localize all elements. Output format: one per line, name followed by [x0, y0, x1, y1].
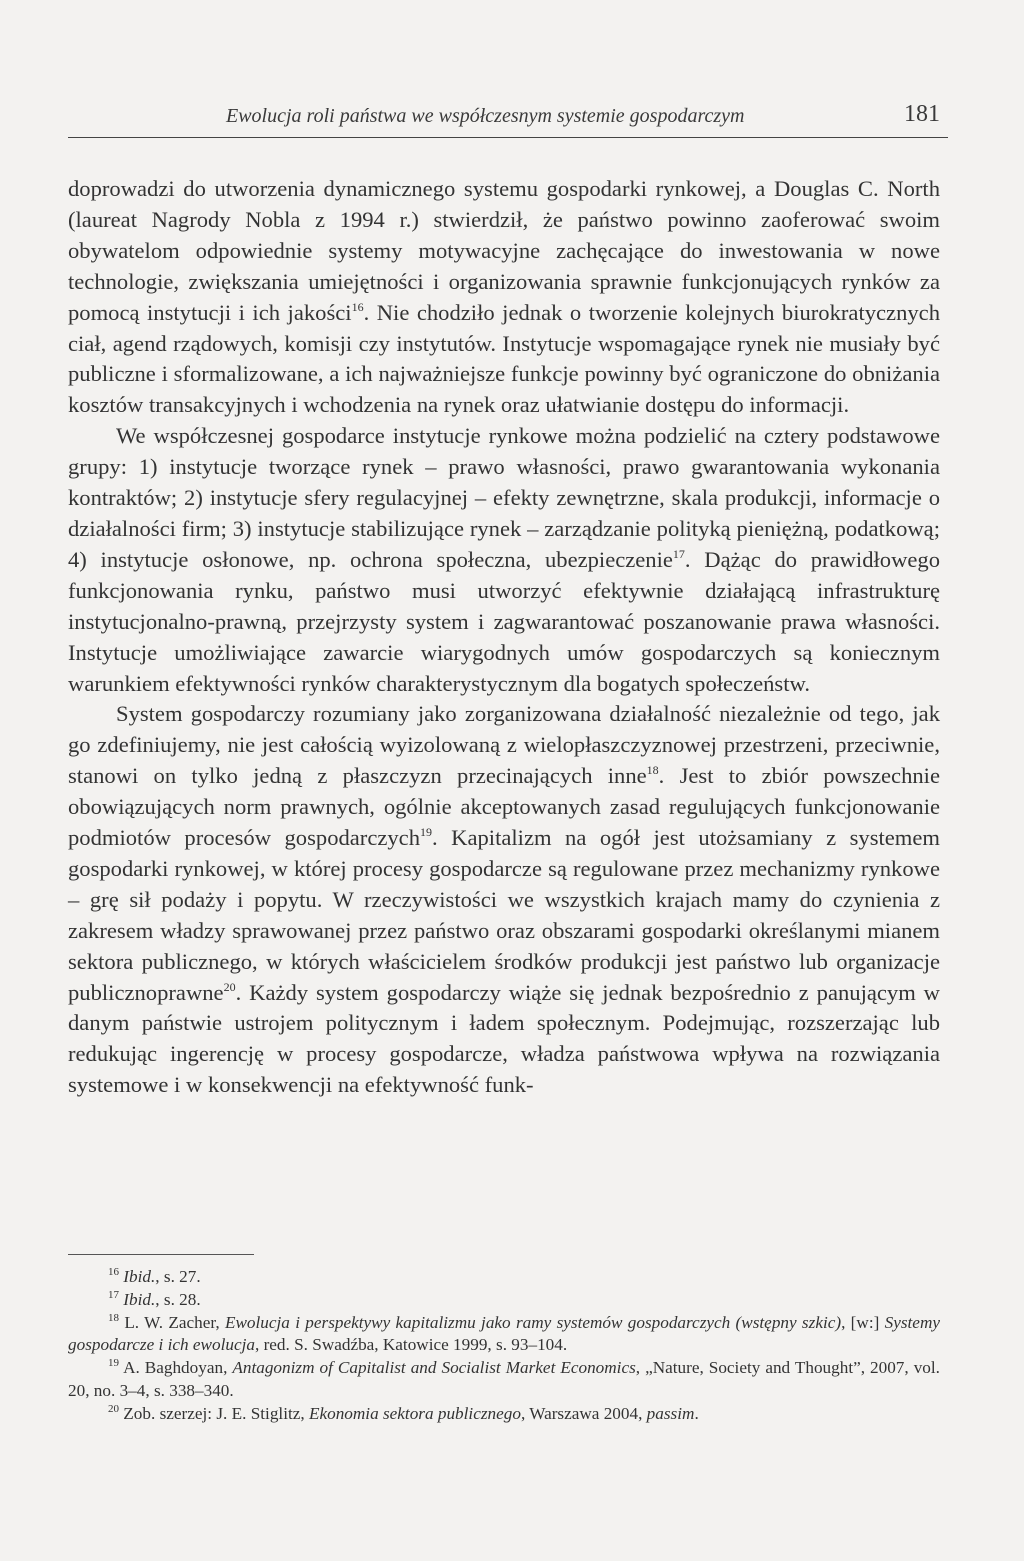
footnote-text: Zob. szerzej: J. E. Stiglitz, [123, 1403, 309, 1423]
footnote-number: 19 [108, 1357, 119, 1370]
footnote-italic: Ibid. [123, 1289, 156, 1309]
footnote-italic: Antagonizm of Capitalist and Socialist Market Economics [232, 1358, 636, 1378]
footnote-number: 20 [108, 1402, 119, 1415]
footnote-separator [68, 1254, 254, 1255]
footnote-number: 16 [108, 1266, 119, 1278]
footnote-number: 18 [108, 1311, 119, 1324]
footnote-text: . [694, 1403, 699, 1423]
paragraph-text: . Każdy system gospodarczy wiąże się jednak bezpośrednio z panującym w danym państwie ustrojem politycznym i ładem społecznym. Podejmując, rozszerzając lub redukując ingerencję w procesy gospodarcze, władza państwowa wpływa na rozwiązania systemowe i w konsekwencji na efektywność funk- [68, 979, 940, 1098]
paragraph-2 [68, 421, 940, 699]
footnote-text: , red. S. Swadźba, Katowice 1999, s. 93–104. [254, 1335, 568, 1355]
page-number: 181 [904, 101, 940, 127]
paragraph-text: System gospodarczy rozumiany jako zorganizowana działalność niezależnie od tego, jak go zdefiniujemy, nie jest całością wyizolowaną z wielopłaszczyznowej przestrzeni, przeciwnie, stanowi on tylko jedną z płaszczyzn przecinających inne [68, 701, 940, 789]
footnote-20 [68, 1403, 940, 1426]
running-head: Ewolucja roli państwa we współczesnym systemie gospodarczym [226, 105, 745, 127]
main-text [68, 174, 940, 1101]
footnotes [68, 1266, 940, 1426]
footnote-text: , s. 28. [155, 1289, 201, 1309]
paragraph-text: . Dążąc do prawidłowego funkcjonowania rynku, państwo musi utworzyć efektywnie działającą infrastrukturę instytucjonalno-prawną, przejrzysty system i zagwarantować poszanowanie prawa własności. Instytucje umożliwiające zawarcie wiarygodnych umów gospodarczych są koniecznym warunkiem efektywności rynków charakterystycznym dla bogatych społeczeństw. [68, 546, 941, 696]
paragraph-text: . Jest to zbiór powszechnie obowiązujących norm prawnych, ogólnie akceptowanych zasad regulujących funkcjonowanie podmiotów procesów gospodarczych [68, 763, 940, 851]
footnote-text: L. W. Zacher, [124, 1312, 225, 1332]
footnote-text: , Warszawa 2004, [520, 1403, 647, 1423]
footnote-italic: Ewolucja i perspektywy kapitalizmu jako ramy systemów gospodarczych (wstępny szkic) [224, 1312, 842, 1332]
footnote-ref-17[interactable]: 17 [672, 546, 685, 561]
footnote-ref-18[interactable]: 18 [646, 763, 659, 778]
page-header [68, 101, 948, 138]
footnote-18 [68, 1312, 940, 1358]
footnote-17 [68, 1289, 940, 1312]
footnote-italic: Ibid. [123, 1267, 156, 1286]
footnote-text: , „Nature, Society and Thought”, 2007, vol. 20, no. 3–4, s. 338–340. [68, 1358, 940, 1400]
paragraph-1 [68, 174, 940, 421]
footnote-number: 17 [108, 1288, 119, 1301]
footnote-19 [68, 1357, 940, 1403]
paragraph-text: . Nie chodziło jednak o tworzenie kolejnych biurokratycznych ciał, agend rządowych, komisji czy instytutów. Instytucje wspomagające rynek nie musiały być publiczne i sformalizowane, a ich najważniejsze funkcje powinny być ograniczone do obniżania kosztów transakcyjnych i wchodzenia na rynek oraz ułatwianie dostępu do informacji. [68, 299, 941, 418]
footnote-ref-16[interactable]: 16 [351, 299, 364, 314]
footnote-italic: passim [646, 1403, 695, 1423]
footnote-ref-20[interactable]: 20 [223, 979, 236, 994]
paragraph-text: We współczesnej gospodarce instytucje rynkowe można podzielić na cztery podstawowe grupy: 1) instytucje tworzące rynek – prawo własności, prawo gwarantowania wykonania kontraktów; 2) instytucje sfery regulacyjnej – efekty zewnętrzne, skala produkcji, informacje o działalności firm; 3) instytucje stabilizujące rynek – zarządzanie polityką pieniężną, podatkową; 4) instytucje osłonowe, np. ochrona społeczna, ubezpieczenie [68, 423, 940, 572]
footnote-italic: Ekonomia sektora publicznego [308, 1403, 521, 1423]
footnote-text: , [w:] [841, 1312, 885, 1332]
paragraph-text: . Kapitalizm na ogół jest utożsamiany z systemem gospodarki rynkowej, w której procesy gospodarcze są regulowane przez mechanizmy rynkowe – grę sił podaży i popytu. W rzeczywistości we wszystkich krajach mamy do czynienia z zakresem władzy sprawowanej przez państwo oraz obszarami gospodarki określanymi mianem sektora publicznego, w których właścicielem środków produkcji jest państwo lub organizacje publicznoprawne [68, 825, 940, 1005]
paragraph-3 [68, 699, 940, 1101]
footnote-text: , s. 27. [155, 1267, 201, 1286]
footnote-ref-19[interactable]: 19 [420, 825, 433, 840]
footnote-16 [68, 1266, 940, 1289]
footnote-italic: Systemy gospodarcze i ich ewolucja [68, 1312, 940, 1355]
paragraph-text: doprowadzi do utworzenia dynamicznego systemu gospodarki rynkowej, a Douglas C. North (laureat Nagrody Nobla z 1994 r.) stwierdził, że państwo powinno zaoferować swoim obywatelom odpowiednie systemy motywacyjne zachęcające do inwestowania w nowe technologie, zwiększania umiejętności i organizowania sprawnie funkcjonujących rynków za pomocą instytucji i ich jakości [68, 176, 940, 325]
footnote-text: A. Baghdoyan, [123, 1358, 233, 1378]
